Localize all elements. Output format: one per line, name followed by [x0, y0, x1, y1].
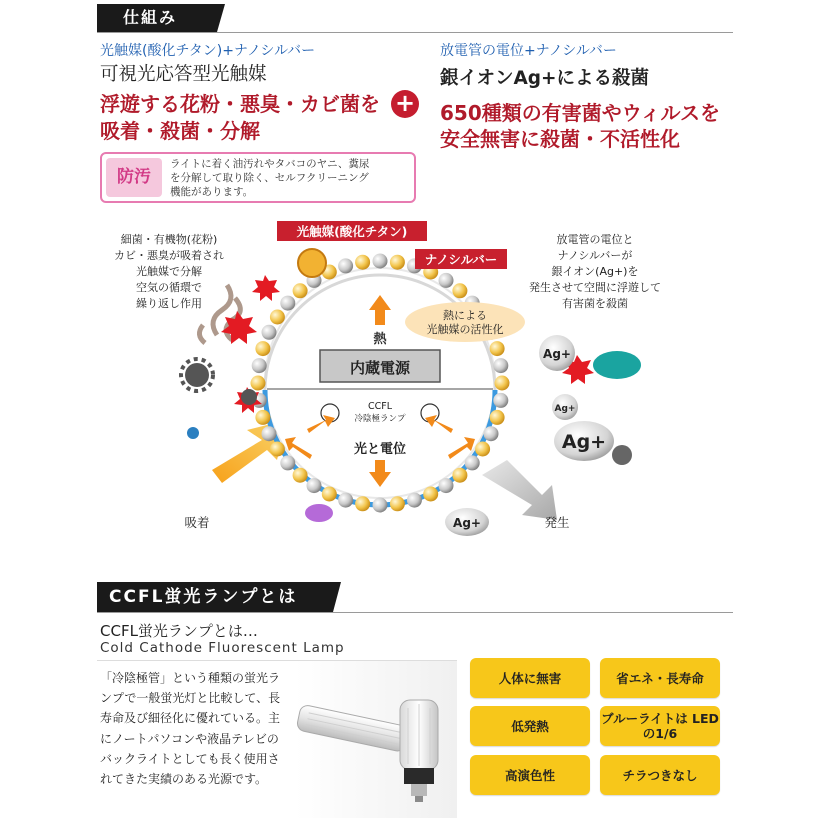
bead — [493, 393, 508, 408]
emit-arrow-icon — [482, 460, 557, 520]
bead — [390, 496, 405, 511]
bead — [493, 358, 508, 373]
antistain-line: を分解して取り除く、セルフクリーニング — [170, 172, 369, 184]
right-label: 放電管の電位+ナノシルバー — [440, 43, 617, 59]
generate-label: 発生 — [544, 515, 570, 530]
ccfl-body: 「冷陰極管」という種類の蛍光ランプで一般蛍光灯と比較して、長寿命及び細径化に優れている。主にノートパソコンや液晶テレビのバックライトとしても長く使用されてきた実績のある光源です。 — [100, 671, 281, 787]
bead — [355, 255, 370, 270]
bead — [255, 341, 270, 356]
ccfl-label: CCFL — [367, 401, 393, 412]
feature-badge: 高演色性 — [470, 755, 590, 795]
germ-icon — [305, 504, 333, 522]
right-headline-1: 650種類の有害菌やウィルスを — [440, 101, 720, 125]
left-label: 光触媒(酸化チタン)+ナノシルバー — [100, 43, 316, 59]
bead — [293, 283, 308, 298]
bead — [490, 341, 505, 356]
bead — [252, 358, 267, 373]
antistain-badge: 防汚 — [106, 158, 162, 197]
feature-badge: ブルーライトは LEDの1/6 — [600, 706, 720, 746]
mechanism-diagram — [97, 215, 733, 548]
bead — [465, 455, 480, 470]
heat-note-line: 光触媒の活性化 — [426, 323, 504, 336]
heat-note-line: 熱による — [443, 309, 487, 322]
feature-badge: チラつきなし — [600, 755, 720, 795]
feature-badge: 省エネ・長寿命 — [600, 658, 720, 698]
left-headline-2: 吸着・殺菌・分解 — [100, 119, 260, 143]
section-header-ccfl: CCFL蛍光ランプとは — [97, 582, 333, 612]
ion-label: Ag+ — [561, 431, 607, 453]
bead — [484, 426, 499, 441]
ion-label: Ag+ — [453, 516, 481, 530]
light-label: 光と電位 — [353, 442, 407, 457]
left-note-line: 空気の循環で — [136, 281, 202, 294]
ccfl-label-jp: 冷陰極ランプ — [354, 414, 406, 424]
nanosilver-tag-label: ナノシルバー — [424, 252, 498, 267]
feature-badge: 低発熱 — [470, 706, 590, 746]
bead — [373, 498, 388, 513]
antistain-line: 機能があります。 — [170, 186, 254, 198]
bead — [251, 376, 266, 391]
bead — [390, 255, 405, 270]
antistain-line: ライトに着く油汚れやタバコのヤニ、糞尿 — [170, 158, 370, 170]
lamp-illustration — [290, 680, 455, 815]
bead — [373, 254, 388, 269]
left-note-line: 細菌・有機物(花粉) — [120, 233, 218, 246]
bead — [322, 487, 337, 502]
right-note-line: 銀イオン(Ag+)を — [551, 265, 639, 278]
ccfl-subtitle: Cold Cathode Fluorescent Lamp — [100, 640, 345, 656]
right-title: 銀イオンAg+による殺菌 — [440, 68, 650, 89]
ion-label: Ag+ — [543, 347, 571, 361]
left-note-line: 繰り返し作用 — [136, 297, 202, 310]
bead — [475, 442, 490, 457]
bead — [280, 455, 295, 470]
bead — [490, 410, 505, 425]
right-note-line: 発生させて空間に浮遊して — [529, 281, 661, 294]
section-header-mechanism: 仕組み — [97, 4, 217, 32]
bead — [307, 478, 322, 493]
power-label: 内蔵電源 — [349, 359, 411, 377]
antistain-text — [170, 157, 369, 199]
right-note-line: 放電管の電位と — [556, 233, 634, 246]
feature-badge: 人体に無害 — [470, 658, 590, 698]
right-note-line: 有害菌を殺菌 — [562, 297, 628, 310]
bead — [262, 426, 277, 441]
bead — [452, 283, 467, 298]
divider — [97, 612, 733, 613]
ccfl-title: CCFL蛍光ランプとは… — [100, 622, 258, 640]
left-headline-1: 浮遊する花粉・悪臭・カビ菌を — [100, 92, 380, 116]
germ-icon — [593, 351, 641, 379]
bead — [495, 376, 510, 391]
antistain-box — [100, 152, 416, 203]
left-note-line: 光触媒で分解 — [136, 265, 202, 278]
bead — [262, 325, 277, 340]
bead — [270, 442, 285, 457]
ion-label: Ag+ — [554, 404, 576, 414]
right-note-line: ナノシルバーが — [557, 249, 633, 262]
virus-icon — [612, 445, 632, 465]
left-title: 可視光応答型光触媒 — [100, 64, 267, 85]
bead — [255, 410, 270, 425]
left-note — [114, 232, 224, 310]
bead — [293, 468, 308, 483]
bead — [439, 478, 454, 493]
bead — [338, 493, 353, 508]
bead — [439, 273, 454, 288]
bead — [355, 496, 370, 511]
left-note-line: カビ・悪臭が吸着され — [114, 249, 224, 262]
germ-icon — [187, 427, 199, 439]
photocatalyst-tag-label: 光触媒(酸化チタン) — [296, 224, 408, 239]
right-note — [529, 232, 661, 310]
plus-icon: + — [391, 90, 419, 118]
right-headline-2: 安全無害に殺菌・不活性化 — [440, 127, 680, 151]
virus-icon — [185, 363, 209, 387]
adsorb-label: 吸着 — [184, 515, 210, 530]
tube-lamp-icon — [296, 704, 409, 752]
bead — [407, 493, 422, 508]
bulb-lamp-icon — [400, 700, 438, 802]
bead — [423, 487, 438, 502]
virus-icon — [241, 389, 257, 405]
bead — [452, 468, 467, 483]
bead — [280, 296, 295, 311]
bead — [270, 310, 285, 325]
heat-label: 熱 — [373, 332, 387, 347]
divider — [97, 32, 733, 33]
bead — [338, 258, 353, 273]
germ-icon — [298, 249, 326, 277]
